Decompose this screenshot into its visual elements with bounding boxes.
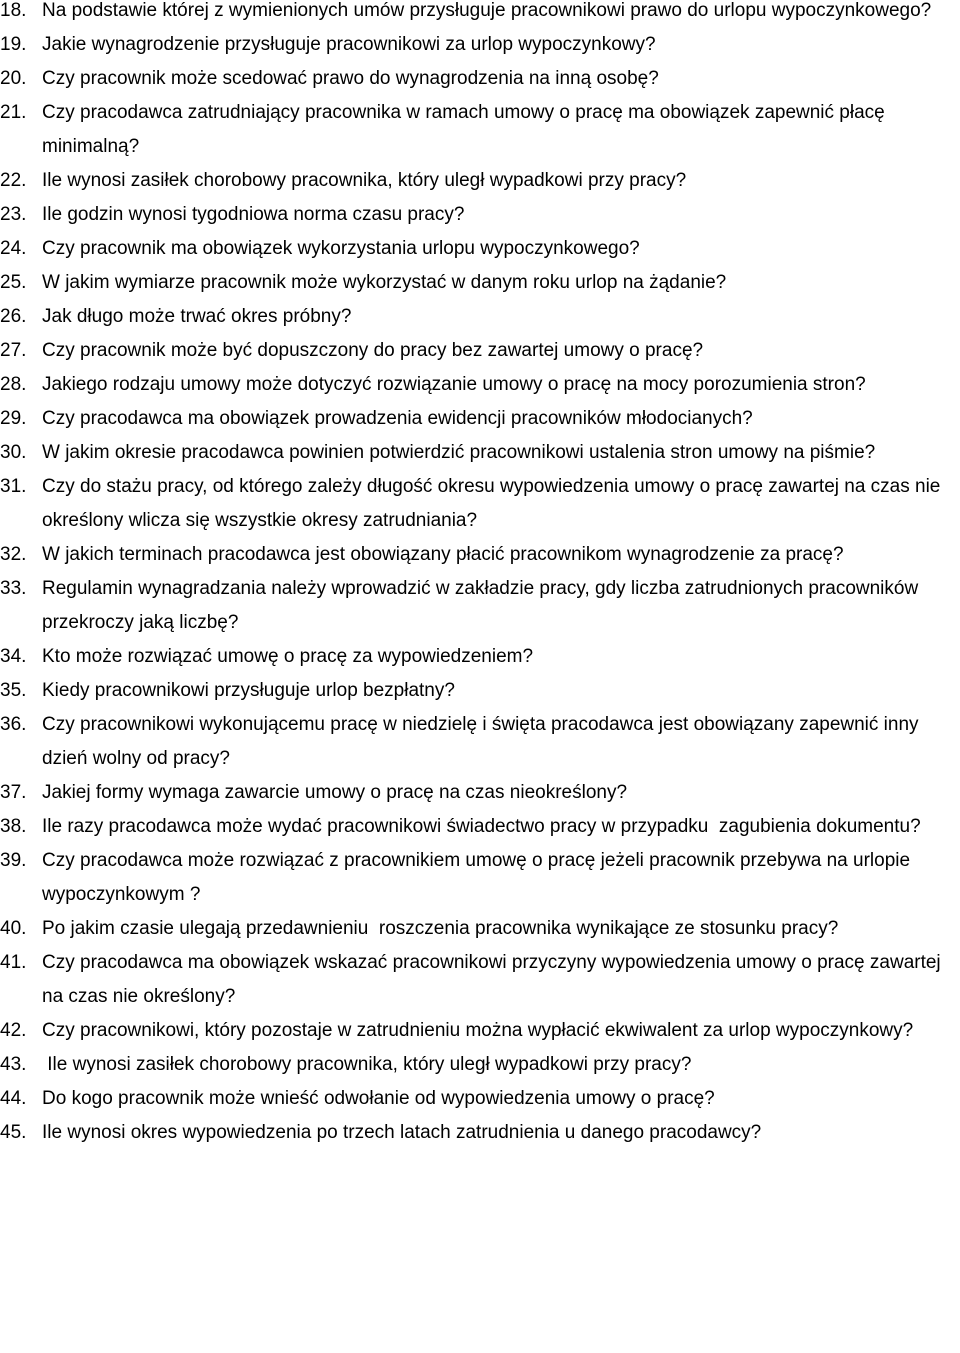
question-number: 42. [0,1020,27,1041]
question-item [0,436,960,470]
question-text: Ile razy pracodawca może wydać pracownikowi świadectwo pracy w przypadku zagubienia dokumentu? [42,816,921,837]
question-text: W jakim okresie pracodawca powinien potwierdzić pracownikowi ustalenia stron umowy na piśmie? [42,442,876,463]
question-item [0,912,960,946]
question-item [0,674,960,708]
question-item [0,300,960,334]
question-item [0,266,960,300]
question-item [0,164,960,198]
question-number: 38. [0,816,27,837]
question-item [0,232,960,266]
question-text: Czy pracodawca może rozwiązać z pracownikiem umowę o pracę jeżeli pracownik przebywa na urlopie wypoczynkowym ? [42,850,916,905]
question-text: Ile wynosi zasiłek chorobowy pracownika, który uległ wypadkowi przy pracy? [42,170,687,191]
question-text: Ile wynosi zasiłek chorobowy pracownika, który uległ wypadkowi przy pracy? [42,1054,692,1075]
question-text: Ile wynosi okres wypowiedzenia po trzech latach zatrudnienia u danego pracodawcy? [42,1122,762,1143]
question-number: 18. [0,0,27,21]
question-item [0,946,960,1014]
question-number: 24. [0,238,27,259]
question-item [0,368,960,402]
question-number: 30. [0,442,27,463]
question-text: Czy pracodawca ma obowiązek prowadzenia ewidencji pracowników młodocianych? [42,408,753,429]
question-text: Regulamin wynagradzania należy wprowadzić w zakładzie pracy, gdy liczba zatrudnionych pracowników przekroczy jaką liczbę? [42,578,924,633]
question-text: Czy pracodawca ma obowiązek wskazać pracownikowi przyczyny wypowiedzenia umowy o pracę zawartej na czas nie określony? [42,952,946,1007]
question-item [0,62,960,96]
question-number: 35. [0,680,27,701]
question-text: Czy pracownikowi wykonującemu pracę w niedzielę i święta pracodawca jest obowiązany zapewnić inny dzień wolny od pracy? [42,714,924,769]
question-text: Jakie wynagrodzenie przysługuje pracownikowi za urlop wypoczynkowy? [42,34,656,55]
question-item [0,1014,960,1048]
question-item [0,844,960,912]
question-item [0,198,960,232]
question-item [0,538,960,572]
question-text: Kiedy pracownikowi przysługuje urlop bezpłatny? [42,680,455,701]
question-text: Czy do stażu pracy, od którego zależy długość okresu wypowiedzenia umowy o pracę zawartej na czas nie określony wlicza się wszystkie okresy zatrudniania? [42,476,946,531]
question-item [0,402,960,436]
question-text: Jak długo może trwać okres próbny? [42,306,352,327]
question-number: 44. [0,1088,27,1109]
question-item [0,572,960,640]
question-number: 39. [0,850,27,871]
question-item [0,28,960,62]
question-item [0,1116,960,1150]
question-number: 28. [0,374,27,395]
question-number: 37. [0,782,27,803]
question-item [0,470,960,538]
question-text: Po jakim czasie ulegają przedawnieniu roszczenia pracownika wynikające ze stosunku pracy? [42,918,839,939]
question-item [0,810,960,844]
question-number: 21. [0,102,27,123]
question-item [0,96,960,164]
question-number: 40. [0,918,27,939]
question-item [0,708,960,776]
question-item [0,334,960,368]
question-number: 27. [0,340,27,361]
question-text: Na podstawie której z wymienionych umów przysługuje pracownikowi prawo do urlopu wypoczynkowego? [42,0,932,21]
question-text: Czy pracownik może być dopuszczony do pracy bez zawartej umowy o pracę? [42,340,704,361]
question-number: 22. [0,170,27,191]
question-number: 36. [0,714,27,735]
question-text: Jakiego rodzaju umowy może dotyczyć rozwiązanie umowy o pracę na mocy porozumienia stron? [42,374,866,395]
question-text: Ile godzin wynosi tygodniowa norma czasu pracy? [42,204,465,225]
question-text: Do kogo pracownik może wnieść odwołanie od wypowiedzenia umowy o pracę? [42,1088,715,1109]
question-number: 31. [0,476,27,497]
question-number: 25. [0,272,27,293]
question-number: 45. [0,1122,27,1143]
question-item [0,1082,960,1116]
question-item [0,0,960,28]
question-number: 29. [0,408,27,429]
question-number: 33. [0,578,27,599]
question-text: W jakich terminach pracodawca jest obowiązany płacić pracownikom wynagrodzenie za pracę? [42,544,844,565]
question-number: 32. [0,544,27,565]
question-number: 34. [0,646,27,667]
question-item [0,1048,960,1082]
question-text: Jakiej formy wymaga zawarcie umowy o pracę na czas nieokreślony? [42,782,628,803]
question-item [0,776,960,810]
question-text: Kto może rozwiązać umowę o pracę za wypowiedzeniem? [42,646,534,667]
question-number: 20. [0,68,27,89]
question-item [0,640,960,674]
question-text: W jakim wymiarze pracownik może wykorzystać w danym roku urlop na żądanie? [42,272,727,293]
question-number: 43. [0,1054,27,1075]
question-text: Czy pracodawca zatrudniający pracownika w ramach umowy o pracę ma obowiązek zapewnić płacę minimalną? [42,102,891,157]
question-number: 19. [0,34,27,55]
question-text: Czy pracownik ma obowiązek wykorzystania urlopu wypoczynkowego? [42,238,640,259]
question-number: 23. [0,204,27,225]
question-text: Czy pracownik może scedować prawo do wynagrodzenia na inną osobę? [42,68,659,89]
question-number: 41. [0,952,27,973]
question-text: Czy pracownikowi, który pozostaje w zatrudnieniu można wypłacić ekwiwalent za urlop wypoczynkowy? [42,1020,914,1041]
question-number: 26. [0,306,27,327]
